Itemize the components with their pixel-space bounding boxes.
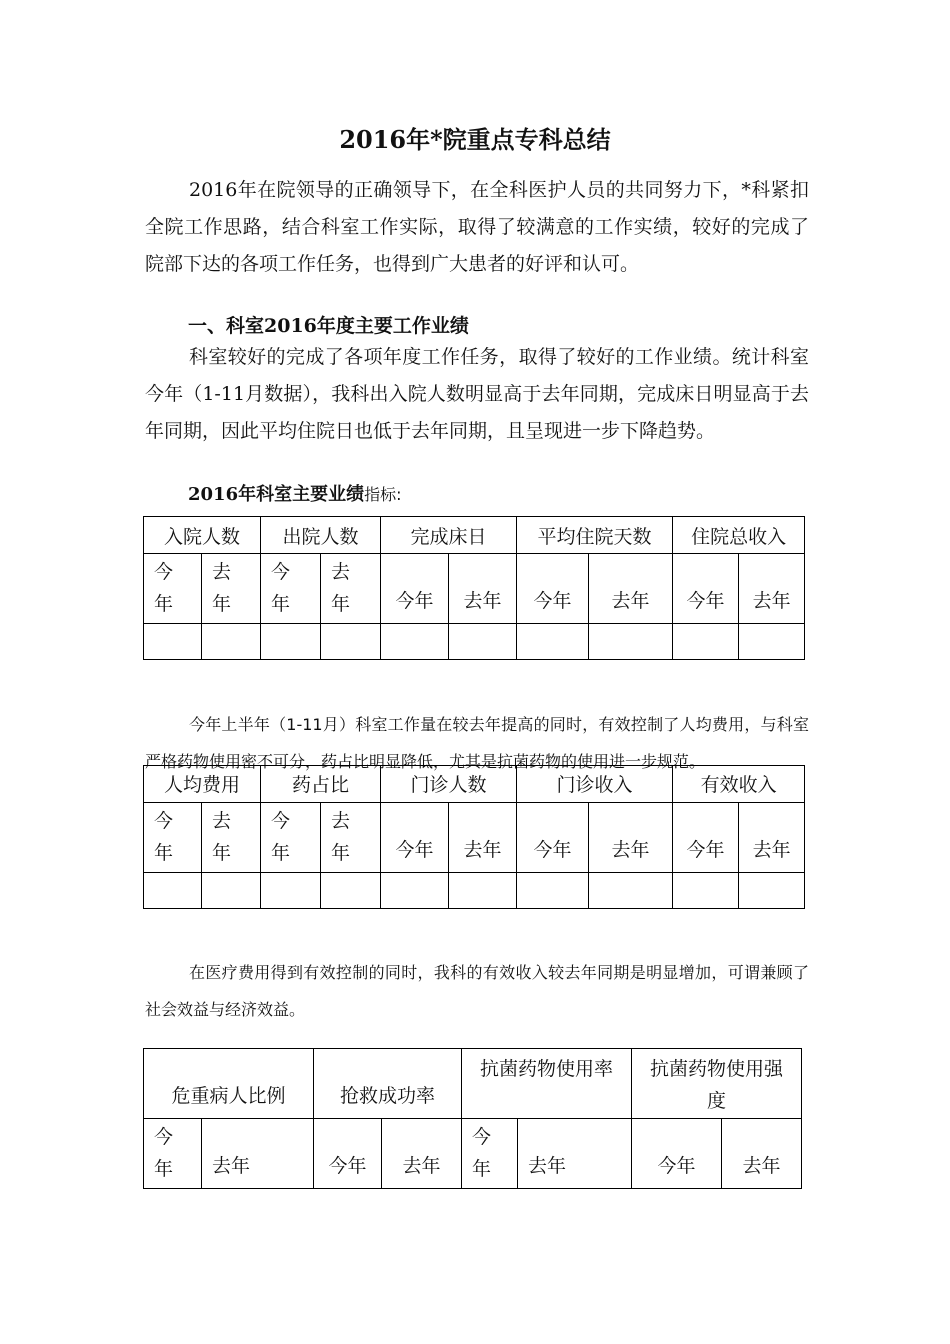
empty-cell bbox=[202, 624, 261, 660]
header-admissions: 入院人数 bbox=[144, 517, 261, 554]
section1-paragraph bbox=[145, 339, 809, 450]
cell-this-year: 今年 bbox=[381, 554, 449, 624]
cell-last-year: 去 年 bbox=[202, 803, 261, 873]
cell-this-year: 今 年 bbox=[261, 803, 321, 873]
document-title: 2016年*院重点专科总结 bbox=[339, 125, 611, 154]
empty-cell bbox=[381, 873, 449, 909]
cell-last-year: 去年 bbox=[449, 803, 517, 873]
empty-cell bbox=[589, 873, 673, 909]
header-outpatient-income: 门诊收入 bbox=[517, 766, 673, 803]
empty-cell bbox=[589, 624, 673, 660]
header-drug-ratio: 药占比 bbox=[261, 766, 381, 803]
section1-text: 科室较好的完成了各项年度工作任务，取得了较好的工作业绩。统计科室今年（1-11月数据），我科出入院人数明显高于去年同期，完成床日明显高于去年同期，因此平均住院日也低于去年同期，且呈现进一步下降趋势。 bbox=[145, 346, 809, 442]
cell-this-year: 今年 bbox=[632, 1119, 722, 1189]
paragraph-3 bbox=[145, 938, 809, 1044]
header-rescue-rate: 抢救成功率 bbox=[314, 1049, 462, 1119]
empty-cell bbox=[321, 873, 381, 909]
empty-cell bbox=[517, 873, 589, 909]
cell-last-year: 去年 bbox=[589, 803, 673, 873]
cell-last-year: 去年 bbox=[449, 554, 517, 624]
cell-last-year: 去年 bbox=[518, 1119, 632, 1189]
header-antibiotic-intensity: 抗菌药物使用强度 bbox=[632, 1049, 802, 1119]
empty-cell bbox=[673, 873, 739, 909]
cell-this-year: 今 年 bbox=[144, 554, 202, 624]
empty-cell bbox=[261, 624, 321, 660]
intro-text: 2016年在院领导的正确领导下，在全科医护人员的共同努力下，*科紧扣全院工作思路，结合科室工作实际，取得了较满意的工作实绩，较好的完成了院部下达的各项工作任务，也得到广大患者的好评和认可。 bbox=[145, 179, 809, 275]
cell-last-year: 去年 bbox=[722, 1119, 802, 1189]
cell-last-year: 去年 bbox=[739, 803, 805, 873]
empty-cell bbox=[261, 873, 321, 909]
empty-cell bbox=[739, 873, 805, 909]
cell-this-year: 今年 bbox=[314, 1119, 382, 1189]
empty-cell bbox=[144, 624, 202, 660]
header-cost-per-capita: 人均费用 bbox=[144, 766, 261, 803]
header-antibiotic-rate: 抗菌药物使用率 bbox=[462, 1049, 632, 1119]
empty-cell bbox=[144, 873, 202, 909]
empty-cell bbox=[321, 624, 381, 660]
indicators-table-3 bbox=[143, 1048, 802, 1189]
cell-this-year: 今 年 bbox=[144, 803, 202, 873]
cell-this-year: 今 年 bbox=[462, 1119, 518, 1189]
header-bed-days: 完成床日 bbox=[381, 517, 517, 554]
empty-cell bbox=[739, 624, 805, 660]
cell-last-year: 去年 bbox=[202, 1119, 314, 1189]
empty-cell bbox=[673, 624, 739, 660]
cell-last-year: 去 年 bbox=[321, 554, 381, 624]
paragraph-3-text: 在医疗费用得到有效控制的同时，我科的有效收入较去年同期是明显增加，可谓兼顾了社会效益与经济效益。 bbox=[145, 963, 809, 1019]
indicators-label-bold: 2016年科室主要业绩 bbox=[188, 484, 365, 505]
cell-last-year: 去年 bbox=[739, 554, 805, 624]
paragraph-2-text: 今年上半年（1-11月）科室工作量在较去年提高的同时，有效控制了人均费用，与科室严格药物使用密不可分，药占比明显降低，尤其是抗菌药物的使用进一步规范。 bbox=[145, 715, 809, 771]
cell-this-year: 今 年 bbox=[261, 554, 321, 624]
cell-last-year: 去 年 bbox=[321, 803, 381, 873]
empty-cell bbox=[449, 873, 517, 909]
cell-this-year: 今年 bbox=[517, 554, 589, 624]
header-outpatients: 门诊人数 bbox=[381, 766, 517, 803]
cell-last-year: 去 年 bbox=[202, 554, 261, 624]
empty-cell bbox=[381, 624, 449, 660]
header-inpatient-income: 住院总收入 bbox=[673, 517, 805, 554]
indicators-label-suffix: 指标: bbox=[364, 485, 402, 504]
cell-this-year: 今 年 bbox=[144, 1119, 202, 1189]
indicators-label bbox=[188, 480, 402, 506]
cell-this-year: 今年 bbox=[673, 803, 739, 873]
empty-cell bbox=[449, 624, 517, 660]
cell-last-year: 去年 bbox=[382, 1119, 462, 1189]
header-effective-income: 有效收入 bbox=[673, 766, 805, 803]
cell-this-year: 今年 bbox=[381, 803, 449, 873]
cell-this-year: 今年 bbox=[517, 803, 589, 873]
intro-paragraph bbox=[145, 172, 809, 283]
section1-heading: 一、科室2016年度主要工作业绩 bbox=[188, 315, 469, 337]
cell-this-year: 今年 bbox=[673, 554, 739, 624]
header-discharges: 出院人数 bbox=[261, 517, 381, 554]
empty-cell bbox=[202, 873, 261, 909]
indicators-table-1 bbox=[143, 516, 805, 660]
empty-cell bbox=[517, 624, 589, 660]
indicators-table-2 bbox=[143, 765, 805, 909]
cell-last-year: 去年 bbox=[589, 554, 673, 624]
header-critical-ratio: 危重病人比例 bbox=[144, 1049, 314, 1119]
header-avg-stay: 平均住院天数 bbox=[517, 517, 673, 554]
